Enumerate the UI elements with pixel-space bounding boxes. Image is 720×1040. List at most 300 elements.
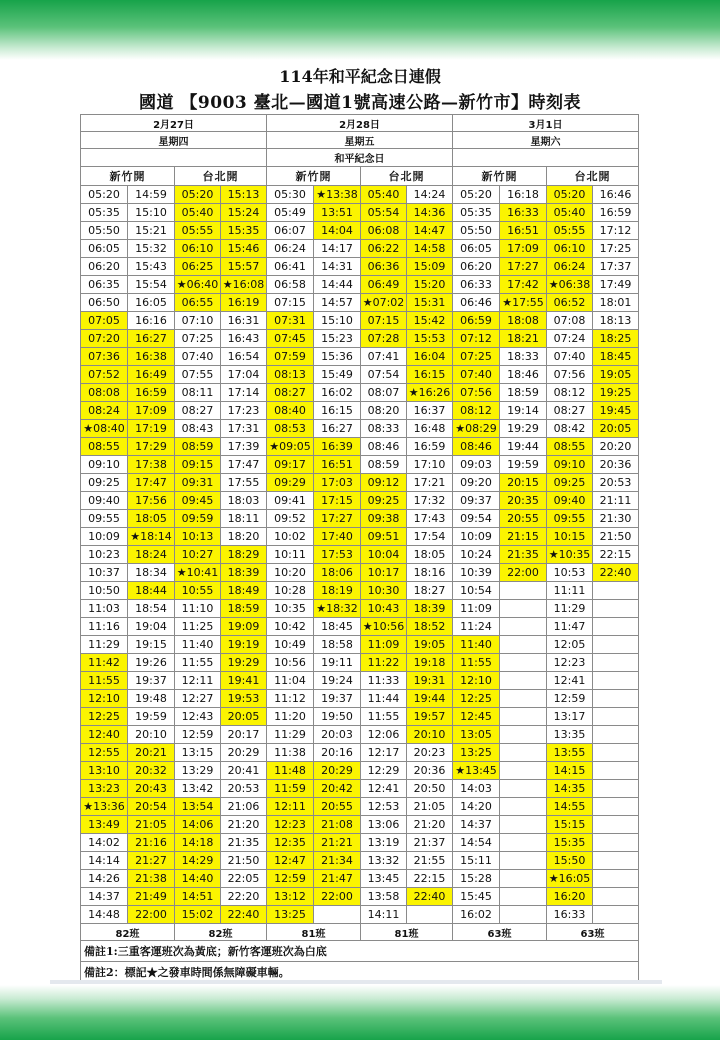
time-cell: 15:10 bbox=[128, 204, 175, 222]
time-cell: 14:55 bbox=[547, 798, 593, 816]
time-cell: ★10:41 bbox=[175, 564, 221, 582]
time-cell: 21:50 bbox=[221, 852, 267, 870]
time-cell: 06:33 bbox=[453, 276, 500, 294]
time-cell bbox=[500, 780, 547, 798]
time-cell bbox=[407, 906, 453, 924]
time-cell: 17:31 bbox=[221, 420, 267, 438]
time-cell: 08:33 bbox=[361, 420, 407, 438]
time-cell: 15:49 bbox=[314, 366, 361, 384]
time-cell bbox=[593, 888, 639, 906]
time-cell bbox=[500, 654, 547, 672]
time-cell: 06:35 bbox=[81, 276, 128, 294]
time-cell: 10:23 bbox=[81, 546, 128, 564]
time-cell: 09:51 bbox=[361, 528, 407, 546]
time-cell: 07:40 bbox=[547, 348, 593, 366]
holiday-label-1: 和平紀念日 bbox=[267, 149, 453, 167]
time-cell: 09:59 bbox=[175, 510, 221, 528]
time-cell: 17:10 bbox=[407, 456, 453, 474]
table-row bbox=[81, 258, 639, 276]
time-cell: 07:15 bbox=[361, 312, 407, 330]
time-cell: 16:15 bbox=[314, 402, 361, 420]
time-cell: 18:44 bbox=[128, 582, 175, 600]
time-cell: 17:04 bbox=[221, 366, 267, 384]
time-cell: 13:19 bbox=[361, 834, 407, 852]
trip-count: 63班 bbox=[547, 924, 639, 941]
time-cell bbox=[500, 672, 547, 690]
time-cell: 06:05 bbox=[81, 240, 128, 258]
time-cell: 05:20 bbox=[81, 186, 128, 204]
time-cell: 20:15 bbox=[500, 474, 547, 492]
time-cell: 16:39 bbox=[314, 438, 361, 456]
time-cell: 10:50 bbox=[81, 582, 128, 600]
time-cell bbox=[500, 798, 547, 816]
time-cell: 07:31 bbox=[267, 312, 314, 330]
time-cell: 13:54 bbox=[175, 798, 221, 816]
time-cell: 20:10 bbox=[407, 726, 453, 744]
time-cell: 07:10 bbox=[175, 312, 221, 330]
time-cell: 10:09 bbox=[453, 528, 500, 546]
time-cell bbox=[593, 762, 639, 780]
time-cell: 19:19 bbox=[221, 636, 267, 654]
time-cell: ★10:56 bbox=[361, 618, 407, 636]
time-cell: 14:31 bbox=[314, 258, 361, 276]
date-header-2: 3月1日 bbox=[453, 115, 639, 132]
time-cell: 18:25 bbox=[593, 330, 639, 348]
time-cell: 21:55 bbox=[407, 852, 453, 870]
table-row bbox=[81, 690, 639, 708]
trip-count: 82班 bbox=[175, 924, 267, 941]
time-cell: 19:57 bbox=[407, 708, 453, 726]
table-row bbox=[81, 384, 639, 402]
time-cell: 15:10 bbox=[314, 312, 361, 330]
time-cell: 09:25 bbox=[547, 474, 593, 492]
table-row bbox=[81, 276, 639, 294]
time-cell: 21:50 bbox=[593, 528, 639, 546]
time-cell: 13:49 bbox=[81, 816, 128, 834]
time-cell: 15:50 bbox=[547, 852, 593, 870]
time-cell: 05:40 bbox=[547, 204, 593, 222]
time-cell: 17:21 bbox=[407, 474, 453, 492]
time-cell: 11:09 bbox=[361, 636, 407, 654]
time-cell: 07:28 bbox=[361, 330, 407, 348]
time-cell: 11:04 bbox=[267, 672, 314, 690]
time-cell: 11:20 bbox=[267, 708, 314, 726]
time-cell: 06:59 bbox=[453, 312, 500, 330]
time-cell: 22:00 bbox=[314, 888, 361, 906]
table-row bbox=[81, 564, 639, 582]
trip-count: 63班 bbox=[453, 924, 547, 941]
time-cell: 10:04 bbox=[361, 546, 407, 564]
time-cell: 10:55 bbox=[175, 582, 221, 600]
time-cell: 05:20 bbox=[547, 186, 593, 204]
time-cell: 08:08 bbox=[81, 384, 128, 402]
time-cell: 16:27 bbox=[128, 330, 175, 348]
time-cell: 11:55 bbox=[453, 654, 500, 672]
time-cell: 07:55 bbox=[175, 366, 221, 384]
time-cell: 10:27 bbox=[175, 546, 221, 564]
time-cell: 15:32 bbox=[128, 240, 175, 258]
time-cell: 20:10 bbox=[128, 726, 175, 744]
time-cell: 16:19 bbox=[221, 294, 267, 312]
time-cell: 14:48 bbox=[81, 906, 128, 924]
timetable bbox=[80, 114, 639, 983]
time-cell: 15:46 bbox=[221, 240, 267, 258]
time-cell: 14:59 bbox=[128, 186, 175, 204]
time-cell: 20:29 bbox=[314, 762, 361, 780]
time-cell: 20:50 bbox=[407, 780, 453, 798]
time-cell: 09:25 bbox=[81, 474, 128, 492]
time-cell: ★07:02 bbox=[361, 294, 407, 312]
time-cell: 12:45 bbox=[453, 708, 500, 726]
time-cell: 19:59 bbox=[500, 456, 547, 474]
table-row bbox=[81, 204, 639, 222]
time-cell: 18:03 bbox=[221, 492, 267, 510]
time-cell: 05:40 bbox=[175, 204, 221, 222]
time-cell: 08:27 bbox=[267, 384, 314, 402]
time-cell: 05:30 bbox=[267, 186, 314, 204]
time-cell: 11:55 bbox=[81, 672, 128, 690]
time-cell: 17:47 bbox=[221, 456, 267, 474]
time-cell: 11:42 bbox=[81, 654, 128, 672]
time-cell: 11:10 bbox=[175, 600, 221, 618]
time-cell: 09:10 bbox=[547, 456, 593, 474]
time-cell: 17:54 bbox=[407, 528, 453, 546]
table-row bbox=[81, 600, 639, 618]
time-cell: 16:59 bbox=[407, 438, 453, 456]
time-cell bbox=[500, 582, 547, 600]
time-cell: 08:59 bbox=[175, 438, 221, 456]
time-cell: 18:16 bbox=[407, 564, 453, 582]
time-cell: 06:25 bbox=[175, 258, 221, 276]
time-cell bbox=[314, 906, 361, 924]
time-cell: 18:52 bbox=[407, 618, 453, 636]
time-cell: 18:05 bbox=[128, 510, 175, 528]
time-cell: 12:29 bbox=[361, 762, 407, 780]
table-row bbox=[81, 294, 639, 312]
time-cell: 05:55 bbox=[175, 222, 221, 240]
time-cell: 13:10 bbox=[81, 762, 128, 780]
time-cell: 06:22 bbox=[361, 240, 407, 258]
time-cell: 17:19 bbox=[128, 420, 175, 438]
time-cell: 05:50 bbox=[453, 222, 500, 240]
table-row bbox=[81, 834, 639, 852]
time-cell: 09:25 bbox=[361, 492, 407, 510]
time-cell: 06:41 bbox=[267, 258, 314, 276]
time-cell: 16:51 bbox=[500, 222, 547, 240]
time-cell: 12:05 bbox=[547, 636, 593, 654]
time-cell: 10:13 bbox=[175, 528, 221, 546]
time-cell: 21:37 bbox=[407, 834, 453, 852]
time-cell: 13:32 bbox=[361, 852, 407, 870]
time-cell: 17:09 bbox=[128, 402, 175, 420]
time-cell: 06:08 bbox=[361, 222, 407, 240]
note-operator-colors: 備註1:三重客運班次為黃底；新竹客運班次為白底 bbox=[81, 941, 639, 962]
direction-hsinchu-0: 新竹開 bbox=[81, 167, 175, 186]
time-cell: 12:59 bbox=[267, 870, 314, 888]
time-cell: 16:51 bbox=[314, 456, 361, 474]
time-cell: 18:39 bbox=[407, 600, 453, 618]
time-cell: 20:03 bbox=[314, 726, 361, 744]
weekday-header-2: 星期六 bbox=[453, 132, 639, 149]
time-cell: 16:04 bbox=[407, 348, 453, 366]
time-cell: ★16:05 bbox=[547, 870, 593, 888]
time-cell: 18:39 bbox=[221, 564, 267, 582]
time-cell: 08:55 bbox=[81, 438, 128, 456]
time-cell: 13:12 bbox=[267, 888, 314, 906]
time-cell: 19:45 bbox=[593, 402, 639, 420]
time-cell: 15:28 bbox=[453, 870, 500, 888]
time-cell: 08:42 bbox=[547, 420, 593, 438]
trip-count: 82班 bbox=[81, 924, 175, 941]
time-cell: 10:30 bbox=[361, 582, 407, 600]
time-cell: 17:14 bbox=[221, 384, 267, 402]
trip-count: 81班 bbox=[267, 924, 361, 941]
time-cell: 16:05 bbox=[128, 294, 175, 312]
time-cell: 20:43 bbox=[128, 780, 175, 798]
page-subtitle: 國道 【9003 臺北—國道1號高速公路—新竹市】時刻表 bbox=[139, 93, 581, 113]
time-cell: 06:55 bbox=[175, 294, 221, 312]
time-cell: 19:31 bbox=[407, 672, 453, 690]
time-cell: ★17:55 bbox=[500, 294, 547, 312]
time-cell: 20:42 bbox=[314, 780, 361, 798]
time-cell: 20:32 bbox=[128, 762, 175, 780]
time-cell: 19:26 bbox=[128, 654, 175, 672]
time-cell: ★16:08 bbox=[221, 276, 267, 294]
time-cell: 17:27 bbox=[500, 258, 547, 276]
time-cell: 18:34 bbox=[128, 564, 175, 582]
time-cell: 16:16 bbox=[128, 312, 175, 330]
time-cell: 16:54 bbox=[221, 348, 267, 366]
time-cell: 15:13 bbox=[221, 186, 267, 204]
time-cell: 09:54 bbox=[453, 510, 500, 528]
time-cell: 14:40 bbox=[175, 870, 221, 888]
time-cell: 17:47 bbox=[128, 474, 175, 492]
time-cell: 12:35 bbox=[267, 834, 314, 852]
time-cell: 11:24 bbox=[453, 618, 500, 636]
time-cell: 14:29 bbox=[175, 852, 221, 870]
table-row bbox=[81, 906, 639, 924]
time-cell: 21:05 bbox=[128, 816, 175, 834]
time-cell bbox=[593, 816, 639, 834]
time-cell: 08:13 bbox=[267, 366, 314, 384]
time-cell: 14:11 bbox=[361, 906, 407, 924]
time-cell: 21:11 bbox=[593, 492, 639, 510]
time-cell: 14:04 bbox=[314, 222, 361, 240]
time-cell bbox=[593, 834, 639, 852]
time-cell bbox=[593, 780, 639, 798]
time-cell: 19:29 bbox=[500, 420, 547, 438]
table-row bbox=[81, 186, 639, 204]
table-row bbox=[81, 762, 639, 780]
time-cell: 19:14 bbox=[500, 402, 547, 420]
time-cell: 21:05 bbox=[407, 798, 453, 816]
time-cell: 21:47 bbox=[314, 870, 361, 888]
time-cell bbox=[593, 582, 639, 600]
time-cell: 14:36 bbox=[407, 204, 453, 222]
time-cell: 16:02 bbox=[314, 384, 361, 402]
time-cell: 15:31 bbox=[407, 294, 453, 312]
time-cell: 11:29 bbox=[81, 636, 128, 654]
time-cell: 08:27 bbox=[175, 402, 221, 420]
time-cell: 21:20 bbox=[407, 816, 453, 834]
time-cell: 17:42 bbox=[500, 276, 547, 294]
note-accessible-bus: 備註2：標記★之發車時間係無障礙車輛。 bbox=[81, 962, 639, 983]
time-cell: 10:15 bbox=[547, 528, 593, 546]
table-row bbox=[81, 744, 639, 762]
time-cell bbox=[500, 618, 547, 636]
time-cell: 12:11 bbox=[175, 672, 221, 690]
time-cell: 15:57 bbox=[221, 258, 267, 276]
time-cell: 13:25 bbox=[267, 906, 314, 924]
time-cell bbox=[593, 672, 639, 690]
time-cell: 07:05 bbox=[81, 312, 128, 330]
time-cell: 12:59 bbox=[175, 726, 221, 744]
time-cell: 12:11 bbox=[267, 798, 314, 816]
time-cell: 19:53 bbox=[221, 690, 267, 708]
time-cell: 05:20 bbox=[453, 186, 500, 204]
time-cell: 21:21 bbox=[314, 834, 361, 852]
time-cell: 10:53 bbox=[547, 564, 593, 582]
table-row bbox=[81, 474, 639, 492]
time-cell: 10:42 bbox=[267, 618, 314, 636]
time-cell: 09:38 bbox=[361, 510, 407, 528]
table-row bbox=[81, 636, 639, 654]
time-cell: 21:16 bbox=[128, 834, 175, 852]
time-cell: 18:59 bbox=[500, 384, 547, 402]
time-cell: 06:24 bbox=[547, 258, 593, 276]
time-cell bbox=[593, 744, 639, 762]
time-cell bbox=[593, 690, 639, 708]
time-cell: 11:38 bbox=[267, 744, 314, 762]
time-cell: 15:36 bbox=[314, 348, 361, 366]
time-cell: 21:49 bbox=[128, 888, 175, 906]
time-cell: 12:23 bbox=[547, 654, 593, 672]
time-cell: 12:47 bbox=[267, 852, 314, 870]
time-cell: 11:09 bbox=[453, 600, 500, 618]
time-cell: 17:15 bbox=[314, 492, 361, 510]
time-cell: 15:02 bbox=[175, 906, 221, 924]
time-cell bbox=[500, 690, 547, 708]
page-title: 114年和平紀念日連假 bbox=[279, 67, 441, 86]
time-cell: 20:16 bbox=[314, 744, 361, 762]
time-cell: 11:55 bbox=[361, 708, 407, 726]
time-cell: 08:24 bbox=[81, 402, 128, 420]
time-cell bbox=[500, 762, 547, 780]
table-row bbox=[81, 528, 639, 546]
time-cell: 16:15 bbox=[407, 366, 453, 384]
time-cell: ★06:38 bbox=[547, 276, 593, 294]
time-cell: 19:50 bbox=[314, 708, 361, 726]
weekday-header-1: 星期五 bbox=[267, 132, 453, 149]
time-cell: 22:00 bbox=[128, 906, 175, 924]
time-cell: 14:03 bbox=[453, 780, 500, 798]
time-cell: 14:37 bbox=[453, 816, 500, 834]
time-cell: 07:20 bbox=[81, 330, 128, 348]
time-cell: 07:12 bbox=[453, 330, 500, 348]
time-cell: 06:50 bbox=[81, 294, 128, 312]
time-cell: 10:28 bbox=[267, 582, 314, 600]
time-cell: 19:48 bbox=[128, 690, 175, 708]
table-row bbox=[81, 510, 639, 528]
time-cell: 10:49 bbox=[267, 636, 314, 654]
time-cell: 20:35 bbox=[500, 492, 547, 510]
time-cell: 13:06 bbox=[361, 816, 407, 834]
time-cell: 19:59 bbox=[128, 708, 175, 726]
time-cell: 22:40 bbox=[407, 888, 453, 906]
time-cell: 20:23 bbox=[407, 744, 453, 762]
time-cell: 19:37 bbox=[128, 672, 175, 690]
table-row bbox=[81, 438, 639, 456]
table-row bbox=[81, 402, 639, 420]
time-cell bbox=[500, 708, 547, 726]
time-cell: 20:05 bbox=[593, 420, 639, 438]
time-cell: 08:55 bbox=[547, 438, 593, 456]
table-row bbox=[81, 816, 639, 834]
time-cell bbox=[500, 600, 547, 618]
time-cell bbox=[500, 888, 547, 906]
time-cell: 18:49 bbox=[221, 582, 267, 600]
time-cell: 22:40 bbox=[593, 564, 639, 582]
time-cell: 13:42 bbox=[175, 780, 221, 798]
time-cell: 17:38 bbox=[128, 456, 175, 474]
time-cell: 09:03 bbox=[453, 456, 500, 474]
time-cell: 21:15 bbox=[500, 528, 547, 546]
bottom-divider bbox=[50, 980, 662, 984]
time-cell: 09:12 bbox=[361, 474, 407, 492]
time-cell: 13:25 bbox=[453, 744, 500, 762]
time-cell: 05:49 bbox=[267, 204, 314, 222]
time-cell: 21:30 bbox=[593, 510, 639, 528]
time-cell: 17:03 bbox=[314, 474, 361, 492]
time-cell: 06:52 bbox=[547, 294, 593, 312]
time-cell: 16:48 bbox=[407, 420, 453, 438]
time-cell: 06:46 bbox=[453, 294, 500, 312]
time-cell: 13:55 bbox=[547, 744, 593, 762]
time-cell: 11:16 bbox=[81, 618, 128, 636]
time-cell: 13:29 bbox=[175, 762, 221, 780]
time-cell: 10:11 bbox=[267, 546, 314, 564]
date-header-1: 2月28日 bbox=[267, 115, 453, 132]
time-cell: 12:25 bbox=[453, 690, 500, 708]
time-cell: 11:25 bbox=[175, 618, 221, 636]
time-cell: 07:56 bbox=[547, 366, 593, 384]
time-cell: 17:43 bbox=[407, 510, 453, 528]
time-cell: 17:56 bbox=[128, 492, 175, 510]
time-cell: 14:54 bbox=[453, 834, 500, 852]
time-cell: 06:10 bbox=[175, 240, 221, 258]
time-cell: 07:45 bbox=[267, 330, 314, 348]
direction-taipei-2: 台北開 bbox=[547, 167, 639, 186]
table-row bbox=[81, 366, 639, 384]
time-cell: 21:08 bbox=[314, 816, 361, 834]
table-row bbox=[81, 492, 639, 510]
weekday-header-0: 星期四 bbox=[81, 132, 267, 149]
date-header-0: 2月27日 bbox=[81, 115, 267, 132]
time-cell: 19:44 bbox=[407, 690, 453, 708]
time-cell: 07:52 bbox=[81, 366, 128, 384]
time-cell: 10:43 bbox=[361, 600, 407, 618]
time-cell: 10:02 bbox=[267, 528, 314, 546]
table-row bbox=[81, 726, 639, 744]
time-cell: 15:20 bbox=[407, 276, 453, 294]
time-cell: 18:27 bbox=[407, 582, 453, 600]
time-cell: 06:49 bbox=[361, 276, 407, 294]
time-cell: 11:29 bbox=[267, 726, 314, 744]
time-cell: 17:55 bbox=[221, 474, 267, 492]
time-cell: 17:40 bbox=[314, 528, 361, 546]
table-row bbox=[81, 852, 639, 870]
time-cell: 16:18 bbox=[500, 186, 547, 204]
